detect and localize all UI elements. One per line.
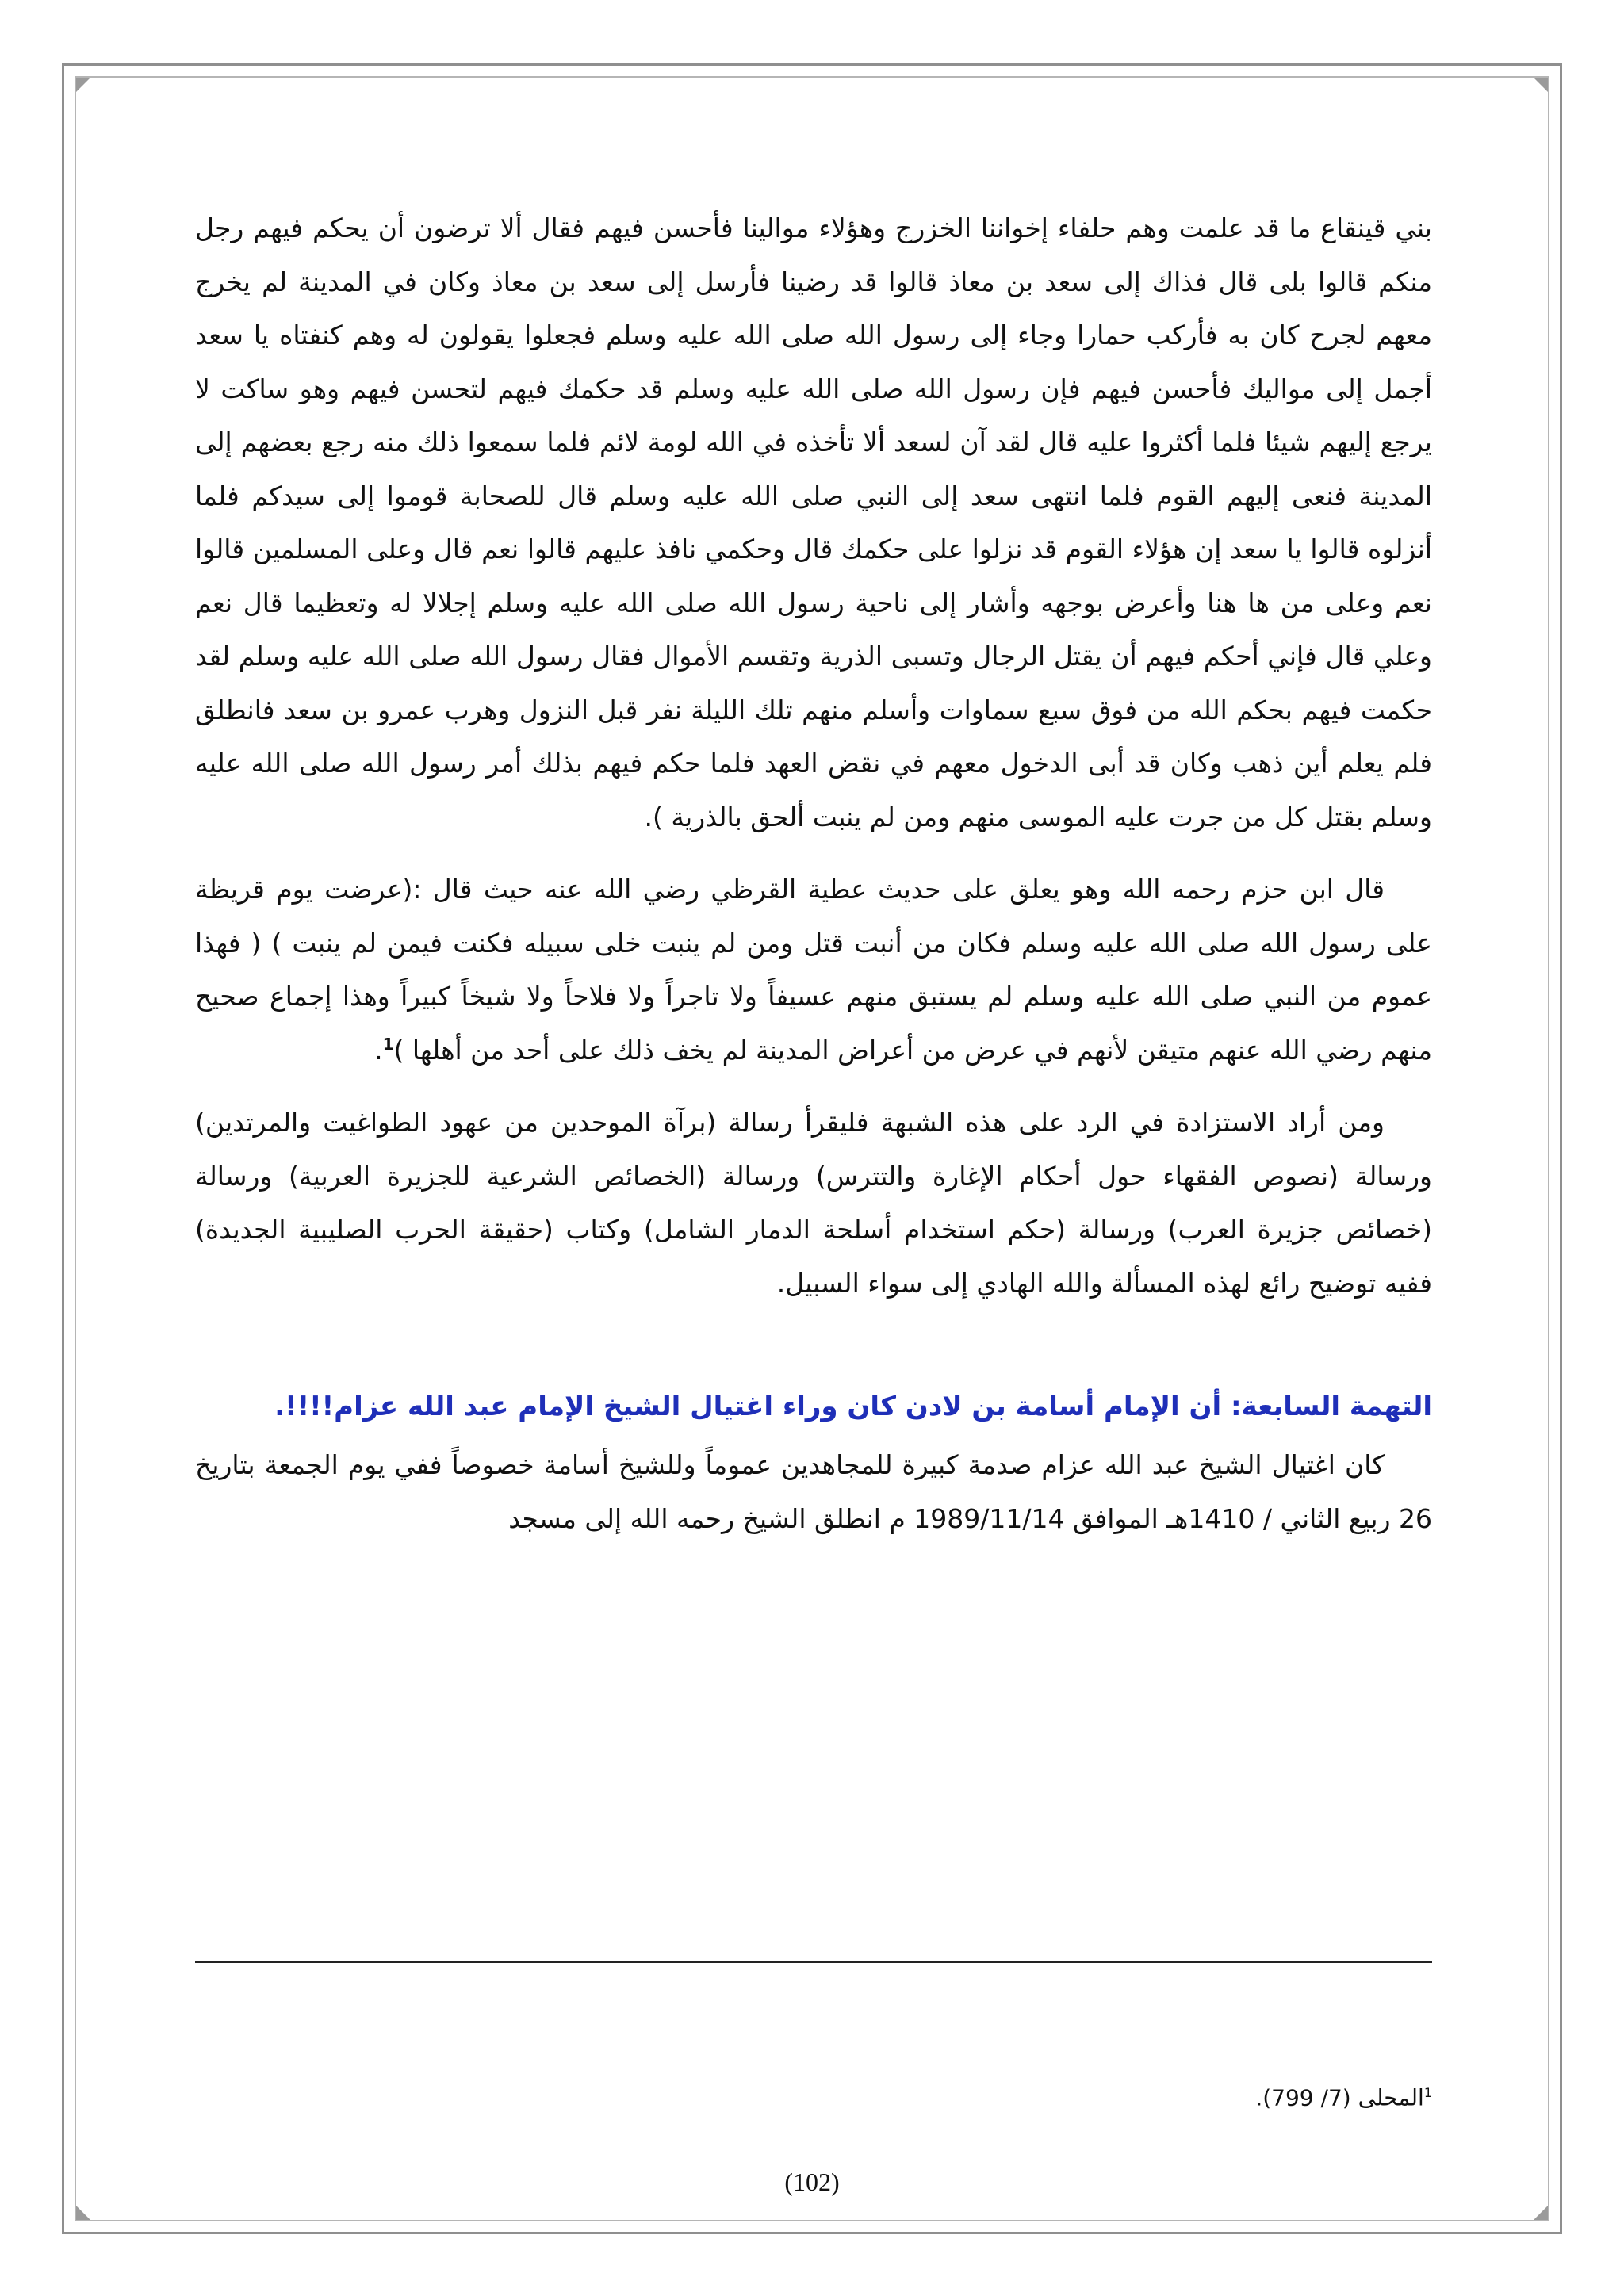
paragraph-ibn-hazm-end: .	[374, 1034, 383, 1066]
section-heading: التهمة السابعة: أن الإمام أسامة بن لادن كان وراء اغتيال الشيخ الإمام عبد الله عزام!!!!.	[274, 1391, 1432, 1422]
page-number: (102)	[784, 2168, 840, 2196]
paragraph-ibn-hazm-text: قال ابن حزم رحمه الله وهو يعلق على حديث عطية القرظي رضي الله عنه حيث قال :(عرضت يوم قريظة على رسول الله صلى الله عليه وسلم فكان من أنبت قتل ومن لم ينبت خلى سبيله فكنت فيمن لم ينبت ) ( فهذا عموم من النبي صلى الله عليه وسلم لم يستبق منهم عسيفاً ولا تاجراً ولا فلاحاً ولا شيخاً كبيراً وهذا إجماع صحيح منهم رضي الله عنهم متيقن لأنهم في عرض من أعراض المدينة لم يخف ذلك على أحد من أهلها )	[195, 874, 1432, 1066]
paragraph-further-reading: ومن أراد الاستزادة في الرد على هذه الشبهة فليقرأ رسالة (برآة الموحدين من عهود الطواغيت والمرتدين) ورسالة (نصوص الفقهاء حول أحكام الإغارة والتترس) ورسالة (الخصائص الشرعية للجزيرة العربية) ورسالة (خصائص جزيرة العرب) ورسالة (حكم استخدام أسلحة الدمار الشامل) وكتاب (حقيقة الحرب الصليبية الجديدة) ففيه توضيح رائع لهذه المسألة والله الهادي إلى سواء السبيل.	[195, 1107, 1432, 1299]
footnote-text: المحلى (7/ 799).	[1255, 2084, 1424, 2111]
footnote-separator	[195, 1961, 1432, 1963]
paragraph-ibn-hazm	[195, 863, 1432, 1077]
corner-ornament-top-left	[76, 78, 90, 92]
corner-ornament-bottom-left	[76, 2206, 90, 2220]
footnote	[1255, 2077, 1432, 2114]
paragraph-hadith: بني قينقاع ما قد علمت وهم حلفاء إخواننا الخزرج وهؤلاء موالينا فأحسن فيهم فقال ألا ترضون أن يحكم فيهم رجل منكم قالوا بلى قال فذاك إلى سعد بن معاذ قالوا قد رضينا فأرسل إلى سعد بن معاذ وكان في المدينة لم يخرج معهم لجرح كان به فأركب حمارا وجاء إلى رسول الله صلى الله عليه وسلم فجعلوا يقولون له وهم كنفتاه يا سعد أجمل إلى مواليك فأحسن فيهم فإن رسول الله صلى الله عليه وسلم قد حكمك فيهم لتحسن فيهم وهو ساكت لا يرجع إليهم شيئا فلما أكثروا عليه قال لقد آن لسعد ألا تأخذه في الله لومة لائم فلما سمعوا ذلك منه رجع بعضهم إلى المدينة فنعى إليهم القوم فلما انتهى سعد إلى النبي صلى الله عليه وسلم قال للصحابة قوموا إلى سيدكم فلما أنزلوه قالوا يا سعد إن هؤلاء القوم قد نزلوا على حكمك قال وحكمي نافذ عليهم قالوا نعم قال وعلى المسلمين قالوا نعم وعلى من ها هنا وأعرض بوجهه وأشار إلى ناحية رسول الله صلى الله عليه وسلم إجلالا له وتعظيما قال نعم وعلي قال فإني أحكم فيهم أن يقتل الرجال وتسبى الذرية وتقسم الأموال فقال رسول الله صلى الله عليه وسلم لقد حكمت فيهم بحكم الله من فوق سبع سماوات وأسلم منهم تلك الليلة نفر قبل النزول وهرب عمرو بن سعد فانطلق فلم يعلم أين ذهب وكان قد أبى الدخول معهم في نقض العهد فلما حكم فيهم بذلك أمر رسول الله صلى الله عليه وسلم بقتل كل من جرت عليه الموسى منهم ومن لم ينبت ألحق بالذرية ).	[195, 212, 1432, 832]
footnote-number: 1	[1423, 2085, 1432, 2100]
corner-ornament-bottom-right	[1534, 2206, 1548, 2220]
corner-ornament-top-right	[1534, 78, 1548, 92]
page-body	[195, 201, 1432, 1545]
footnote-reference[interactable]: 1	[382, 1034, 394, 1054]
paragraph-azzam: كان اغتيال الشيخ عبد الله عزام صدمة كبيرة للمجاهدين عموماً وللشيخ أسامة خصوصاً ففي يوم الجمعة بتاريخ 26 ربيع الثاني / 1410هـ الموافق 1989/11/14 م انطلق الشيخ رحمه الله إلى مسجد	[195, 1449, 1432, 1534]
